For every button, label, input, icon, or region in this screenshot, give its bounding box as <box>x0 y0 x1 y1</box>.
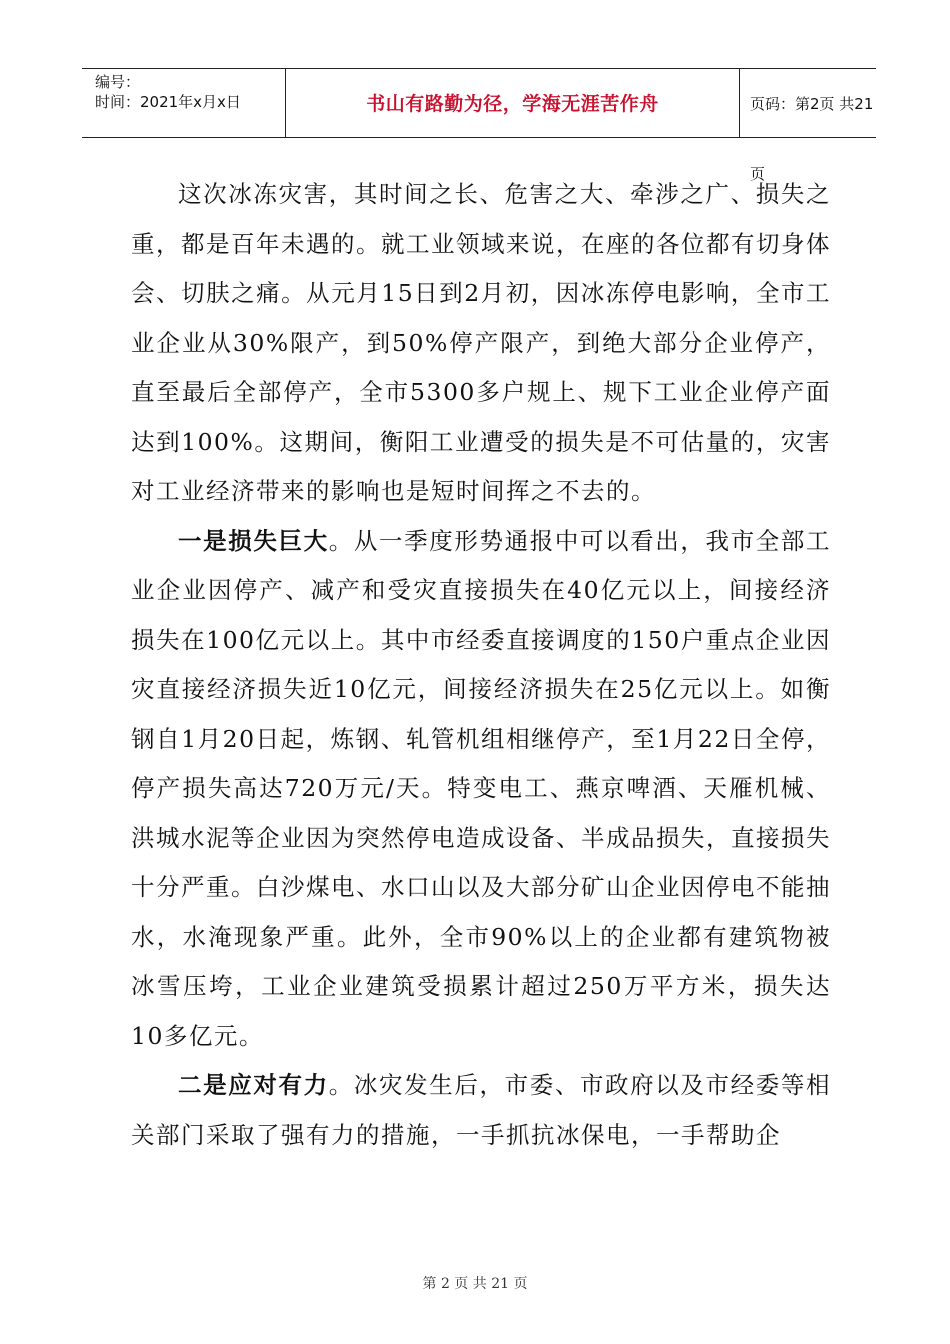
page-header <box>82 68 876 183</box>
paragraph-text: 这次冰冻灾害，其时间之长、危害之大、牵涉之广、损失之重，都是百年未遇的。就工业领域来说，在座的各位都有切身体会、切肤之痛。从元月15日到2月初，因冰冻停电影响，全市工业企业从30%限产，到50%停产限产，到绝大部分企业停产，直至最后全部停产，全市5300多户规上、规下工业企业停产面达到100%。这期间，衡阳工业遭受的损失是不可估量的，灾害对工业经济带来的影响也是短时间挥之不去的。 <box>131 180 831 505</box>
document-time-label: 时间：2021年x月x日 <box>95 93 241 111</box>
paragraph-text: 。冰灾发生后，市委、市政府以及市经委等相关部门采取了强有力的措施，一手抓抗冰保电，一手帮助企 <box>131 1071 832 1149</box>
document-number-label: 编号： <box>95 73 141 91</box>
header-page-info: 页码：第2页 共21页 <box>750 95 874 183</box>
paragraph-response <box>131 1061 831 1160</box>
paragraph-losses <box>131 517 831 1062</box>
paragraph-lead: 二是应对有力 <box>178 1071 329 1099</box>
header-motto: 书山有路勤为径，学海无涯苦作舟 <box>286 69 740 137</box>
page-footer: 第 2 页 共 21 页 <box>422 1276 528 1292</box>
header-meta <box>82 69 286 137</box>
document-body <box>131 170 831 1160</box>
paragraph-intro <box>131 170 831 517</box>
paragraph-text: 。从一季度形势通报中可以看出，我市全部工业企业因停产、减产和受灾直接损失在40亿元以上，间接经济损失在100亿元以上。其中市经委直接调度的150户重点企业因灾直接经济损失近10亿元，间接经济损失在25亿元以上。如衡钢自1月20日起，炼钢、轧管机组相继停产，至1月22日全停，停产损失高达720万元/天。特变电工、燕京啤酒、天雁机械、洪城水泥等企业因为突然停电造成设备、半成品损失，直接损失十分严重。白沙煤电、水口山以及大部分矿山企业因停电不能抽水，水淹现象严重。此外，全市90%以上的企业都有建筑物被冰雪压垮，工业企业建筑受损累计超过250万平方米，损失达10多亿元。 <box>131 526 832 1050</box>
paragraph-lead: 一是损失巨大 <box>178 526 329 555</box>
